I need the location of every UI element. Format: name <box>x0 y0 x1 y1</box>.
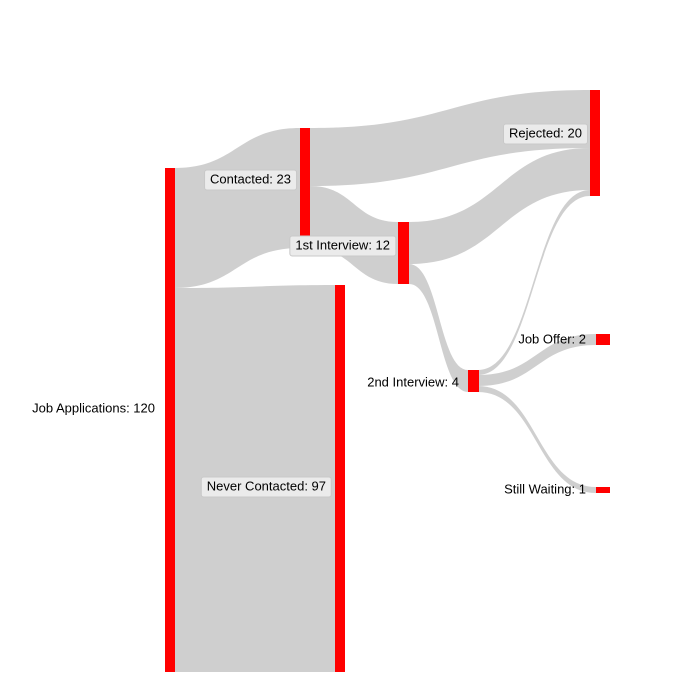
node-still-waiting[interactable] <box>596 487 610 493</box>
node-label-2nd-interview: 2nd Interview: 4 <box>367 374 459 390</box>
node-2nd-interview[interactable] <box>468 370 479 392</box>
node-label-still-waiting: Still Waiting: 1 <box>504 481 586 497</box>
node-label-job-offer: Job Offer: 2 <box>518 331 586 347</box>
node-label-contacted: Contacted: 23 <box>204 170 297 191</box>
node-label-never-contacted: Never Contacted: 97 <box>201 477 332 498</box>
node-contacted[interactable] <box>300 128 310 248</box>
node-never-contacted[interactable] <box>335 285 345 672</box>
link-2nd-interview-to-still-waiting <box>478 386 596 493</box>
node-1st-interview[interactable] <box>398 222 409 284</box>
link-job-applications-to-contacted <box>175 128 300 288</box>
node-rejected[interactable] <box>590 90 600 196</box>
node-label-job-applications: Job Applications: 120 <box>32 400 155 416</box>
node-label-rejected: Rejected: 20 <box>503 124 588 145</box>
node-job-offer[interactable] <box>596 334 610 345</box>
node-job-applications[interactable] <box>165 168 175 672</box>
node-label-1st-interview: 1st Interview: 12 <box>289 236 396 257</box>
